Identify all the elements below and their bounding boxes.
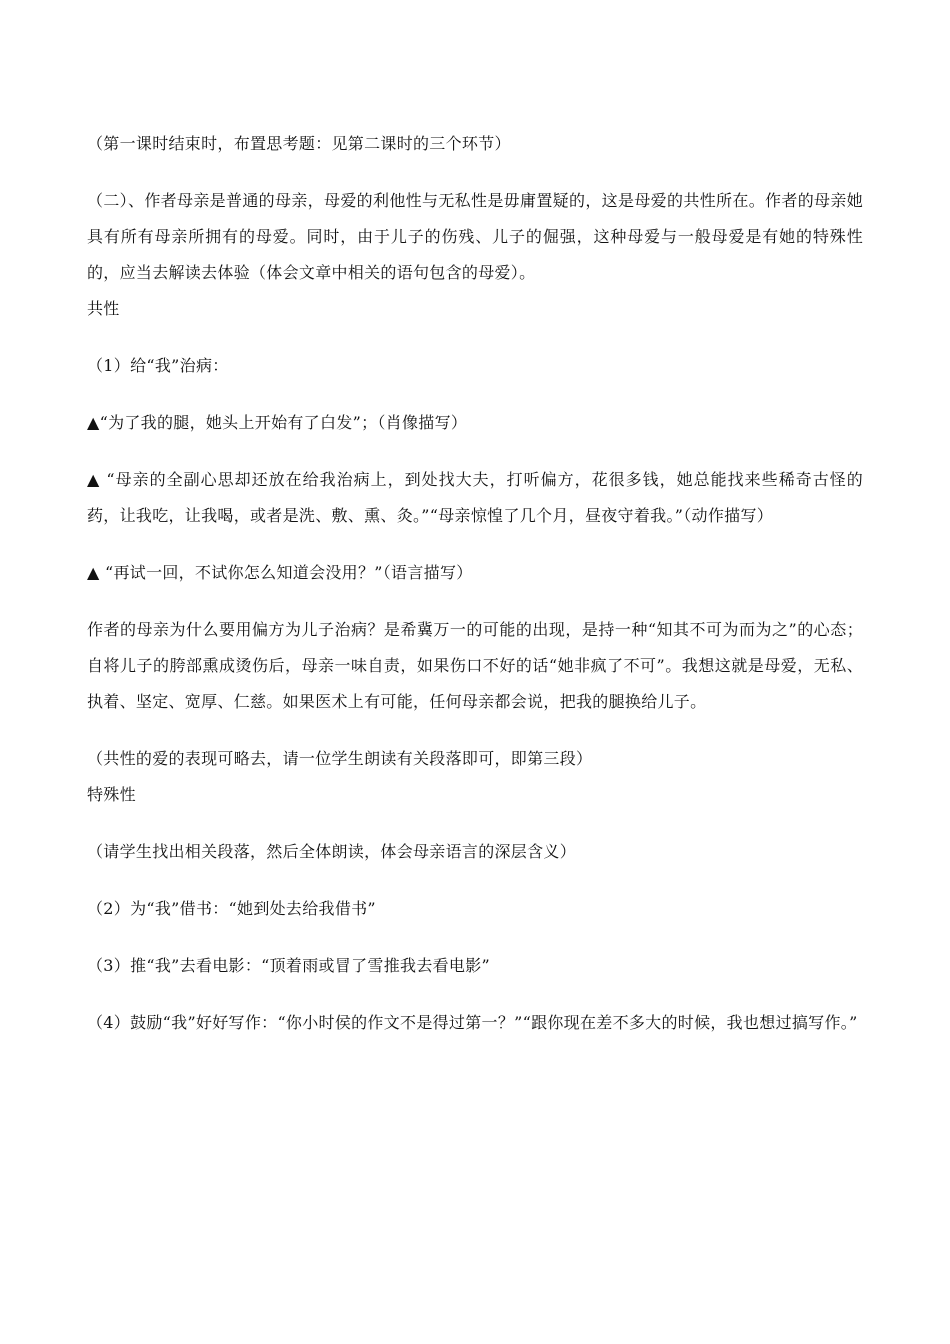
analysis-paragraph: 作者的母亲为什么要用偏方为儿子治病？是希冀万一的可能的出现，是持一种“知其不可为而为之”的心态；自将儿子的胯部熏成烫伤后，母亲一味自责，如果伤口不好的话“她非疯了不可”。我想这就是母爱，无私、执着、坚定、宽厚、仁慈。如果医术上有可能，任何母亲都会说，把我的腿换给儿子。 (87, 620, 863, 711)
item-4-writing: （4）鼓励“我”好好写作：“你小时侯的作文不是得过第一？”“跟你现在差不多大的时候，我也想过搞写作。” (87, 1013, 858, 1032)
heading-particularity: 特殊性 (87, 785, 136, 804)
teaching-note-particular: （请学生找出相关段落，然后全体朗读，体会母亲语言的深层含义） (87, 842, 577, 861)
bullet-language: ▲ “再试一回，不试你怎么知道会没用？”（语言描写） (87, 563, 473, 582)
bullet-action: ▲ “母亲的全副心思却还放在给我治病上，到处找大夫，打听偏方，花很多钱，她总能找来些稀奇古怪的药，让我吃，让我喝，或者是洗、敷、熏、灸。”“母亲惊惶了几个月，昼夜守着我。”（动作描写） (87, 470, 863, 525)
item-2-borrow-books: （2）为“我”借书：“她到处去给我借书” (87, 899, 376, 918)
item-3-movies: （3）推“我”去看电影：“顶着雨或冒了雪推我去看电影” (87, 956, 490, 975)
document-body (87, 126, 863, 1041)
assignment-note: （第一课时结束时，布置思考题：见第二课时的三个环节） (87, 134, 511, 153)
item-1-treatment: （1）给“我”治病： (87, 356, 229, 375)
section-two-intro: （二）、作者母亲是普通的母亲，母爱的利他性与无私性是毋庸置疑的，这是母爱的共性所在。作者的母亲她具有所有母亲所拥有的母爱。同时，由于儿子的伤残、儿子的倔强，这种母爱与一般母爱是有她的特殊性的，应当去解读去体验（体会文章中相关的语句包含的母爱）。 (87, 191, 863, 282)
teaching-note-common: （共性的爱的表现可略去，请一位学生朗读有关段落即可，即第三段） (87, 749, 593, 768)
bullet-portrait: ▲“为了我的腿，她头上开始有了白发”；（肖像描写） (87, 413, 468, 432)
heading-commonality: 共性 (87, 299, 120, 318)
